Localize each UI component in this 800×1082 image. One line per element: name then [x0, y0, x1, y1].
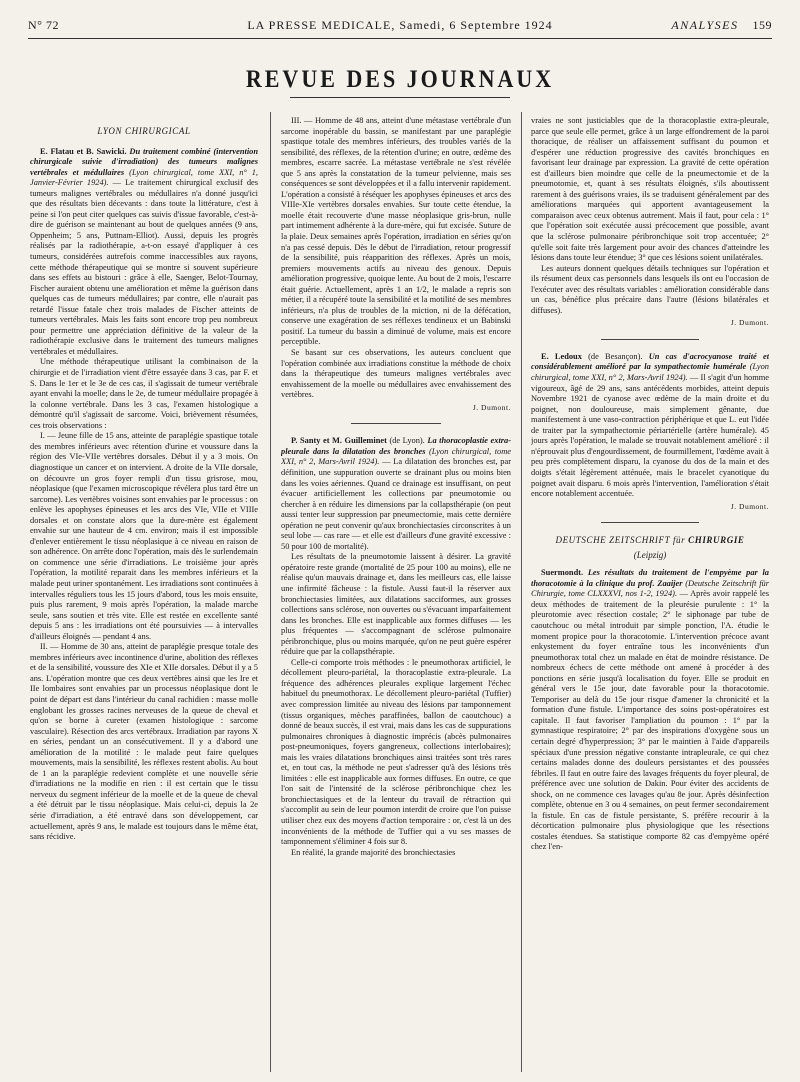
article-separator: [601, 339, 699, 340]
paragraph: Les résultats de la pneumotomie laissent à désirer. La gravité opératoire reste grande (mortalité de 25 pour 100 au moins), elle ne réalise qu'un mauvais drainage et, dans les meilleurs cas, elle laisse une infirmité fâcheuse : la fistule. Aussi faut-il la réserver aux bronchiectasies limitées, aux dilatations sacciformes, aux grosses collections sans sclérose, non ouvertes ou s'évacuant imparfaitement dans les bronches. Elle est inapplicable aux formes diffuses — les plus fréquentes — s'accompagnant de sclérose pulmonaire péribronchique, plus ou moins marquée, qu'on ne peut guère espérer réduire que par la collapsthérapie.: [281, 552, 511, 657]
section-title: LYON CHIRURGICAL: [97, 126, 191, 136]
section-title-part: für: [672, 535, 686, 546]
article-separator: [351, 423, 441, 424]
article-reference: (Lyon chirurgical, tome XXI, n° 2, Mars-Avril 1924).: [281, 446, 511, 467]
article-text: — La dilatation des bronches est, par définition, une suppuration ouverte se drainant plus ou moins bien dans les voies aériennes. Quand ce drainage est insuffisant, on peut évacuer artificiellement les collections par pneumotomie ou chercher à en réduire les dimensions par la collapsthérapie (on peut aussi tenter leur suppression par pneumectomie, mais cette dernière opération ne peut convenir qu'aux bronchiectasies circonscrites à un seul lobe — cas rare — et elle est d'ailleurs d'une gravité excessive : 50 pour 100 de mortalité).: [281, 457, 511, 551]
article-text: — Il s'agit d'un homme vigoureux, âgé de 29 ans, sans antécédents morbides, atteint depuis Novembre 1921 de cyanose avec œdème de la main droite et du poignet, non douloureuse, mais simplement gênante, due manifestement à une vaso-contraction périphérique et que L. eut l'idée de traiter par la sympathectomie périartérielle (artère humérale). 45 jours après l'opération, le malade se trouvait notablement amélioré : il n'éprouvait plus d'engourdissement, de fourmillement, l'œdème avait à peu près complètement disparu, la cyanose du dos de la main et des doigts s'était légèrement atténuée, mais le bracelet cyanotique du poignet avait disparu. 6 mois après l'intervention, l'amélioration s'était encore notablement accentuée.: [531, 373, 769, 499]
article-title: Un cas d'acrocyanose traité et considérablement amélioré par la sympathectomie humérale: [531, 351, 769, 372]
article-reference: (Lyon chirurgical, tome XXI, n° 1, Janvier-Février 1924).: [30, 167, 258, 188]
paragraph: En réalité, la grande majorité des bronchiectasies: [291, 847, 456, 857]
paragraph: Les auteurs donnent quelques détails techniques sur l'opération et ils résument deux cas personnels dans lesquels ils ont eu l'occasion de l'exécuter avec des résultats variables : amélioration considérable dans un cas, bénéfice plus précaire dans l'autre (lésions bilatérales et diffuses).: [531, 263, 769, 315]
column-1: [30, 116, 258, 1074]
section-title: [531, 535, 769, 546]
article-reference: (Deutsche Zeitschrift für Chirurgie, tome CLXXXVI, nos 1-2, 1924).: [531, 578, 769, 599]
column-2: [281, 116, 511, 1074]
article-intro: [281, 436, 511, 552]
article-location: (de Besançon).: [588, 351, 643, 361]
paragraph: Une méthode thérapeutique utilisant la combinaison de la chirurgie et de l'irradiation vient d'être essayée dans 3 cas, par F. et S. Dans le 1er et le 3e de ces cas, il s'agissait de tumeur vertébrale ayant envahi la moelle; dans le 2e, de tumeur médullaire propagée à la colonne vertébrale. Dans les 3 cas, l'examen histologique a démontré qu'il s'agissait de sarcome. Voici, brièvement résumées, ces trois observations :: [30, 357, 258, 430]
paragraph: Celle-ci comporte trois méthodes : le pneumothorax artificiel, le décollement pleuro-pariétal, la thoracoplastie extra-pleurale. La fréquence des adhérences pleurales explique largement l'échec habituel du pneumothorax. Le décollement pleuro-pariétal (Tuffier) avec compression limitée au niveau des lésions par tamponnement (tissus organiques, mèches paraffinées, ballon de caoutchouc) a donné de beaux succès, il est vrai, mais dans les cas de suppurations pulmonaires chroniques à diagnostic imprécis (abcès pulmonaires post-pneumoniques, foyers gangreneux, collections interlobaires); mais les vraies dilatations bronchiques ainsi traitées sont très rares et, en tout cas, la méthode ne peut s'adresser qu'à des lésions très limitées : elle est inapplicable aux formes diffuses. En outre, ce que l'on sait de l'intensité de la sclérose péribronchique chez les bronchiectasiques et de la lenteur du travail de rétraction qui s'accomplit au sein de leur poumon interdit de croire que l'on puisse utiliser chez eux des moyens d'action temporaire : or, c'est là un des inconvénients de la méthode de Tuffier qui a vu ses masses de tamponnement s'éliminer 4 fois sur 8.: [281, 657, 511, 847]
article-intro: [531, 568, 769, 853]
header-rule: [28, 38, 772, 39]
article-authors: E. Flatau et B. Sawicki.: [40, 146, 127, 156]
signature: J. Dumont.: [730, 318, 769, 328]
article-location: (de Lyon).: [389, 436, 425, 446]
section-title-part: CHIRURGIE: [688, 535, 745, 546]
article-text: — Le traitement chirurgical exclusif des tumeurs malignes vertébrales ou médullaires n'a donné jusqu'ici que des résultats bien décevants : dans toute la littérature, c'est à peine si l'on peut citer quelques cas suivis d'issue favorable, c'est-à-dire de guérison se maintenant au bout de quelques années (9 ans, Oppenheim; 5 ans, Puttnam-Elliot). Aussi, depuis les progrès réalisés par la radiothérapie, a-t-on essayé d'appliquer à ces tumeurs, considérées autrefois comme inaccessibles aux rayons, cette méthode thérapeutique qui se montre si souvent supérieure dans ses effets au bistouri : grâce à elle, Saenger, Belot-Tournay, Fischer auraient obtenu une amélioration et même la guérison dans quelques cas de tumeurs médullaires; par contre, elle n'aurait pas retardé l'issue fatale chez trois malades de Fischer atteints de tumeurs vertébrales. Mais les faits sont encore trop peu nombreux pour permettre une appréciation définitive de la valeur de la radiothérapie exclusive dans le traitement des tumeurs malignes vertébrales et médullaires.: [30, 178, 258, 356]
column-3: [531, 116, 769, 1074]
title-rule: [290, 97, 510, 98]
article-title: Les résultats du traitement de l'empyème par la thoracotomie à la clinique du prof. Zaaijer: [531, 568, 769, 588]
signature: J. Dumont.: [472, 402, 511, 412]
article-authors: Suermondt.: [541, 568, 584, 578]
journal-dateline: LA PRESSE MEDICALE, Samedi, 6 Septembre 1924: [247, 18, 553, 32]
paragraph: Se basant sur ces observations, les auteurs concluent que l'opération combinée aux irradiations constitue la méthode de choix dans la thérapeutique des tumeurs malignes vertébrales avec envahissement de la moelle ou médullaires avec envahissement des vertèbres.: [281, 348, 511, 400]
article-reference: (Lyon chirurgical, tome XXI, n° 2, Mars-Avril 1924).: [531, 362, 769, 383]
page-title: REVUE DES JOURNAUX: [245, 64, 555, 93]
column-divider: [270, 112, 271, 1072]
article-separator: [601, 522, 699, 523]
article-title: Du traitement combiné (intervention chirurgicale suivie d'irradiation) des tumeurs malignes vertébrales et médullaires: [30, 146, 258, 177]
paragraph: vraies ne sont justiciables que de la thoracoplastie extra-pleurale, parce que seule elle permet, grâce à un large effondrement de la paroi thoracique, de réaliser un affaissement suffisant du poumon et d'espérer une réduction progressive des cavités bronchiques en favorisant leur drainage par expression. La gravité de cette opération est d'ailleurs bien moindre que celle de la pneumectomie et de la pneumotomie, et, quant à ses résultats éloignés, s'ils aboutissent rarement à des guérisons vraies, ils se traduisent généralement par des améliorations marquées qui apportent avantageusement la comparaison avec ceux obtenus autrement. Mais il faut, pour cela : 1° que l'opération soit exécutée aussi précocement que possible, avant que la sclérose pulmonaire péribronchique soit trop accentuée; 2° qu'elle soit faite très largement pour avoir des chances d'atteindre les lésions dans toute leur étendue; 3° que ces lésions soient unilatérales.: [531, 116, 769, 263]
issue-number: N° 72: [28, 18, 59, 32]
article-intro: [531, 352, 769, 500]
article-authors: P. Santy et M. Guilleminet: [291, 436, 387, 446]
paragraph: I. — Jeune fille de 15 ans, atteinte de paraplégie spastique totale des membres inférieurs avec rétention d'urine et voussure dans la région des VIe-VIIe vertèbres dorsales. Début il y a 3 mois. On diagnostique un cancer et on intervient. A droite de la VIIe dorsale, on découvre un gros foyer rempli d'un tissu grisrose, mou, néoplasique (que l'examen microscopique révélera plus tard être un sarcome). Les vertèbres voisines sont envahies par le processus : on enlève les apophyses épineuses et les arcs des VIe, VIIe et VIIIe dorsales et on constate alors que la dure-mère est également envahie sur une hauteur de 4 cm. environ; mais il est impossible d'enlever entièrement le tissu néoplasique à ce niveau en raison de son adhérence. On arrête donc l'opération, mais dès le surlendemain on commence une série d'irradiations. Le troisième jour après l'opération, la motilité reparait dans les membres inférieurs et la malade peut uriner spontanément. Les irradiations sont continuées à intervalles réguliers tous les 15 jours d'abord, tous les mois ensuite, puis plus rarement, 9 mois après l'opération, la malade marche seule, sans soutien et très vite. Elle est restée en excellente santé depuis 5 ans : les irradiations ont été poursuivies — à intervalles d'ailleurs éloignés — pendant 4 ans.: [30, 431, 258, 641]
paragraph: II. — Homme de 30 ans, atteint de paraplégie presque totale des membres inférieurs avec incontinence d'urine, abolition des réflexes et de la sensibilité, voussure des XIe et XIIe dorsales. Début il y a 5 ans. L'opération montre que ces deux vertèbres ainsi que les Ire et IIe lombaires sont envahies par un processus néoplasique dont le point de départ est dans l'intérieur du canal rachidien : masse molle englobant les grosses racines nerveuses de la queue de cheval et qu'on se borne à cureter (examen histologique : sarcome vasculaire). Résection des arcs vertébraux. Irradiation par rayons X en séries, pendant un an consécutivement. Il y a d'abord une amélioration de la motilité : le malade peut faire quelques mouvements, mais la sensibilité, les réflexes restent abolis. Au bout de 1 an la paraplégie redevient complète et une nouvelle série d'irradiations ne la modifie en rien : il est certain que le tissu nerveux du segment inférieur de la moelle et de la queue de cheval a été détruit par le tissu néoplasique. Mais celui-ci, depuis la 2e série d'irradiation, a été entravé dans son développement, car actuellement, après 9 ans, le malade est toujours dans le même état, sans récidive.: [30, 642, 258, 842]
section-subtitle: (Leipzig): [633, 549, 667, 560]
section-page: [671, 18, 772, 33]
paragraph: III. — Homme de 48 ans, atteint d'une métastase vertébrale d'un sarcome inopérable du bassin, se manifestant par une paraplégie spastique totale des membres inférieurs, des troubles variés de la sensibilité, des réflexes, de la rétention d'urine; en outre, œdème des membres, escarre sacrée. La métastase vertébrale ne s'est révélée que 5 ans après la constatation de la tumeur pelvienne, mais ses conséquences se sont développées et il a fallu intervenir rapidement. L'opération a consisté à réséquer les apophyses épineuses et arcs des VIIIe-XIe vertèbres dorsales envahies. Sur toute cette étendue, la moelle était recouverte d'une masse néoplasique gris-brun, nulle part intimement adhérente à la dure-mère, qui fut excisée. Suture de la plaie. Deux semaines après l'opération, irradiation en séries qu'on n'a pas cessé depuis. Dès le début de l'irradiation, retour progressif de la sensibilité, puis réapparition des réflexes. Après un mois, premiers mouvements actifs au niveau des genoux. Depuis amélioration progressive, quoique lente. Au bout de 2 mois, l'escarre était guérie. Actuellement, après 1 an 1/2, le malade a repris son métier, il a récupéré toute la sensibilité et la motilité de ses membres inférieurs, n'a plus de troubles de la miction, ni de la défécation, conserve une exagération de ses réflexes tendineux et un Babinski positif. La tumeur du bassin a diminué de volume, mais est encore perceptible.: [281, 116, 511, 347]
page-header: [28, 14, 772, 36]
section-title-part: DEUTSCHE ZEITSCHRIFT: [555, 535, 671, 546]
article-title: La thoracoplastie extra-pleurale dans la dilatation des bronches: [281, 436, 511, 456]
article-text: — Après avoir rappelé les deux méthodes de traitement de la pleurésie purulente : 1° la pleurotomie avec résection costale; 2° le siphonage par tube de caoutchouc ou métal introduit par simple ponction, l'A. étudie le moment propice pour la thoracotomie. L'intervention précoce avant enkystement du foyer entraîne tous les inconvénients d'un pneumothorax total chez un malade en état de moindre résistance. De nombreux échecs de cette méthode ont amené à procéder à des ponctions en série jusqu'à localisation du foyer. Elle se produit en général vers le 15e jour, date favorable pour la thoracotomie. Temporiser au delà du 15e jour risque d'amener la chronicité et la formation d'une fistule. L'importance des soins post-opératoires est capitale. Il faut favoriser l'ampliation du poumon : 1° par la gymnastique respiratoire; 2° par des inspirations d'oxygène sous un certain degré d'hyperpression; 3° par le maintien à l'aide d'appareils spéciaux d'une pression négative constante intrapleurale, ce qui chez certains malades donne des douleurs persistantes et des poussées fébriles. Il faut en outre faire des lavages fréquents du foyer pleural, de préférence avec une solution de Dakin. Pour éviter des accidents de shock, on ne commence ces lavages qu'au 8e jour. Après désinfection complète, obtenue en 3 ou 4 semaines, on peut fermer secondairement la fistule. En cas de fistule persistante, S. préfère recourir à la décortication pulmonaire plus physiologique que les résections costales étendues. Sa statistique comporte 82 cas d'empyème opéré chez l'en-: [531, 589, 769, 852]
article-intro: [30, 147, 258, 358]
signature: J. Dumont.: [730, 501, 769, 511]
column-divider: [521, 112, 522, 1072]
article-authors: E. Ledoux: [541, 351, 582, 361]
page-number: 159: [752, 18, 772, 32]
section-label: ANALYSES: [671, 18, 739, 32]
